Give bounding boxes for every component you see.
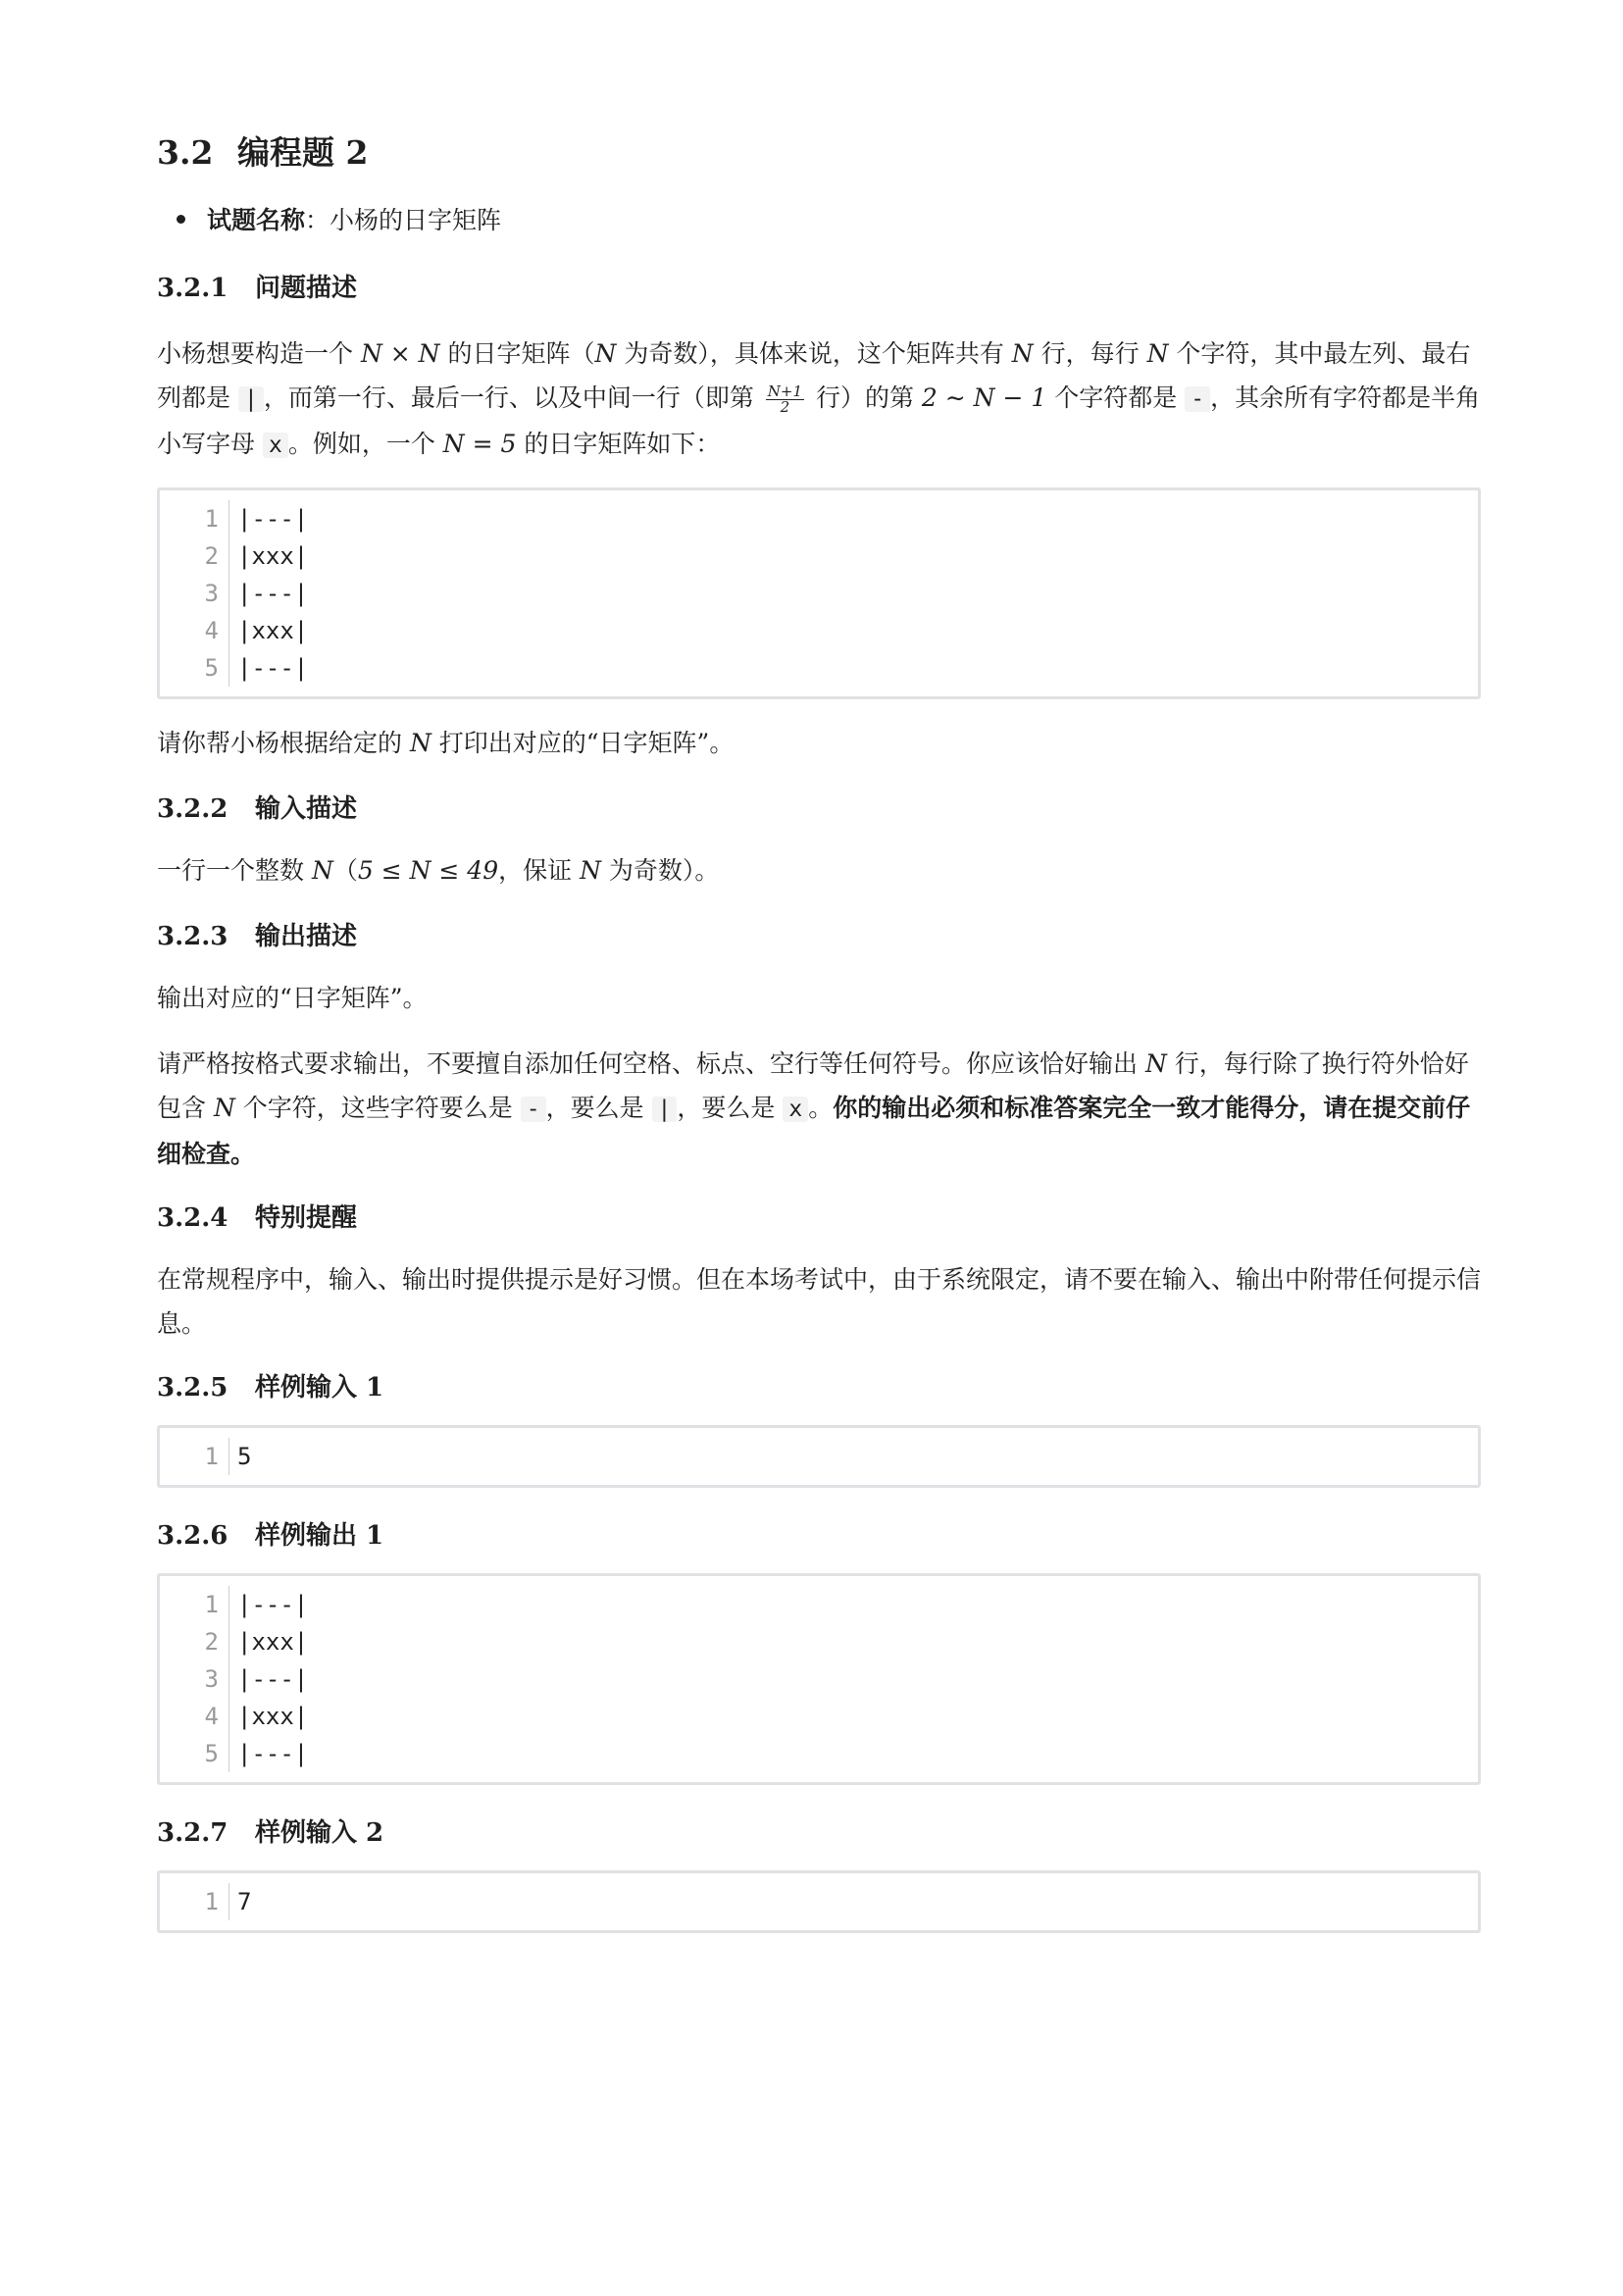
- text: 行，每行除了换行符外恰好包含: [157, 1049, 1469, 1122]
- subsection-number: 3.2.7: [157, 1818, 228, 1848]
- problem-name-value: 小杨的日字矩阵: [330, 206, 502, 234]
- subsection-number: 3.2.5: [157, 1373, 228, 1403]
- text: ，保证: [498, 856, 581, 885]
- line-numbers: 1: [160, 1438, 229, 1475]
- output-description: 输出对应的“日字矩阵”。: [157, 984, 428, 1012]
- input-description: [157, 848, 1481, 893]
- inline-code: |: [238, 386, 264, 412]
- subsection-number: 3.2.6: [157, 1521, 228, 1551]
- text: 请你帮小杨根据给定的: [157, 729, 410, 757]
- math: N: [580, 856, 601, 885]
- section-heading: [157, 128, 1481, 174]
- subsection-heading-sample-input-1: [157, 1367, 1481, 1403]
- math: N: [213, 1094, 235, 1122]
- subsection-title: 样例输入 2: [255, 1818, 384, 1848]
- subsection-heading-reminder: [157, 1198, 1481, 1234]
- inline-code: -: [521, 1097, 546, 1122]
- subsection-title: 特别提醒: [255, 1203, 358, 1233]
- section-title: 编程题 2: [237, 133, 369, 172]
- text: （: [332, 856, 358, 885]
- subsection-heading-description: [157, 268, 1481, 304]
- fraction-numerator: N+1: [767, 383, 803, 400]
- subsection-title: 问题描述: [255, 274, 358, 303]
- math: N: [1011, 339, 1034, 368]
- text: ，而第一行、最后一行、以及中间一行（即第: [263, 383, 762, 412]
- subsection-title: 输入描述: [255, 794, 358, 824]
- text: 为奇数），具体来说，这个矩阵共有: [616, 339, 1012, 368]
- text: 。例如，一个: [287, 430, 443, 458]
- math: N: [311, 856, 333, 885]
- section-number: 3.2: [157, 133, 214, 172]
- bold-warning: 你的输出必须和标准答案完全一致才能得分，请在提交前仔细检查。: [157, 1094, 1471, 1168]
- code-lines: |---| |xxx| |---| |xxx| |---|: [237, 505, 309, 682]
- line-numbers: 1 2 3 4 5: [160, 500, 229, 687]
- text: 请严格按格式要求输出，不要擅自添加任何空格、标点、空行等任何符号。你应该恰好输出: [157, 1049, 1145, 1078]
- sample-input-1-codeblock: [157, 1425, 1481, 1488]
- line-numbers: 1: [160, 1883, 229, 1920]
- text: 小杨想要构造一个: [157, 339, 361, 368]
- subsection-number: 3.2.1: [157, 274, 228, 303]
- text: ，要么是: [677, 1094, 784, 1122]
- bullet-dot: [177, 215, 185, 224]
- math: N: [594, 339, 617, 368]
- problem-description: [157, 332, 1481, 468]
- text: 行）的第: [808, 383, 922, 412]
- subsection-heading-sample-input-2: [157, 1812, 1481, 1849]
- inline-code: |: [652, 1097, 678, 1122]
- fraction-denominator: 2: [780, 398, 790, 416]
- code-lines: |---| |xxx| |---| |xxx| |---|: [237, 1591, 309, 1767]
- fraction: [766, 384, 804, 415]
- subsection-title: 输出描述: [255, 922, 358, 951]
- math: N: [1144, 1049, 1167, 1078]
- strict-format-paragraph: [157, 1042, 1481, 1176]
- document-page: [157, 128, 1481, 1933]
- sample-output-1-codeblock: [157, 1573, 1481, 1785]
- line-numbers: 1 2 3 4 5: [160, 1586, 229, 1772]
- math: N × N: [360, 339, 440, 368]
- text: 一行一个整数: [157, 856, 312, 885]
- subsection-title: 样例输入 1: [255, 1373, 384, 1403]
- text: 的日字矩阵如下：: [516, 430, 721, 458]
- request-paragraph: [157, 721, 1481, 765]
- text: 打印出对应的“日字矩阵”。: [431, 729, 735, 757]
- text: 为奇数）。: [600, 856, 720, 885]
- code-lines: 5: [237, 1443, 252, 1470]
- problem-name-item: [177, 201, 1481, 236]
- subsection-heading-output: [157, 916, 1481, 952]
- math: 5 ≤ N ≤ 49: [357, 856, 499, 885]
- text: 行，每行: [1033, 339, 1147, 368]
- math: N = 5: [442, 430, 517, 458]
- text: ，要么是: [545, 1094, 652, 1122]
- code-lines: 7: [237, 1888, 252, 1915]
- text: 。: [808, 1094, 834, 1122]
- inline-code: x: [783, 1097, 808, 1122]
- sample-input-2-codeblock: [157, 1870, 1481, 1933]
- math: N: [409, 729, 431, 757]
- text: 个字符，这些字符要么是: [234, 1094, 521, 1122]
- subsection-number: 3.2.4: [157, 1203, 228, 1233]
- text: 个字符都是: [1046, 383, 1186, 412]
- reminder-paragraph: 在常规程序中，输入、输出时提供提示是好习惯。但在本场考试中，由于系统限定，请不要在输入、输出中附带任何提示信息。: [157, 1265, 1482, 1338]
- subsection-number: 3.2.3: [157, 922, 228, 951]
- problem-name-key: 试题名称: [207, 206, 306, 234]
- text: 的日字矩阵（: [439, 339, 595, 368]
- subsection-title: 样例输出 1: [255, 1521, 384, 1551]
- text: 个字符，其中最左列、最右列都是: [157, 339, 1471, 412]
- problem-name-sep: ：: [305, 206, 330, 234]
- example-matrix-codeblock: [157, 487, 1481, 699]
- inline-code: x: [263, 433, 288, 458]
- inline-code: -: [1185, 386, 1210, 412]
- math: 2 ∼ N − 1: [921, 383, 1047, 412]
- math: N: [1146, 339, 1169, 368]
- subsection-heading-sample-output-1: [157, 1515, 1481, 1552]
- subsection-number: 3.2.2: [157, 794, 228, 824]
- text: ，其余所有字符都是半角小写字母: [157, 383, 1481, 458]
- subsection-heading-input: [157, 789, 1481, 825]
